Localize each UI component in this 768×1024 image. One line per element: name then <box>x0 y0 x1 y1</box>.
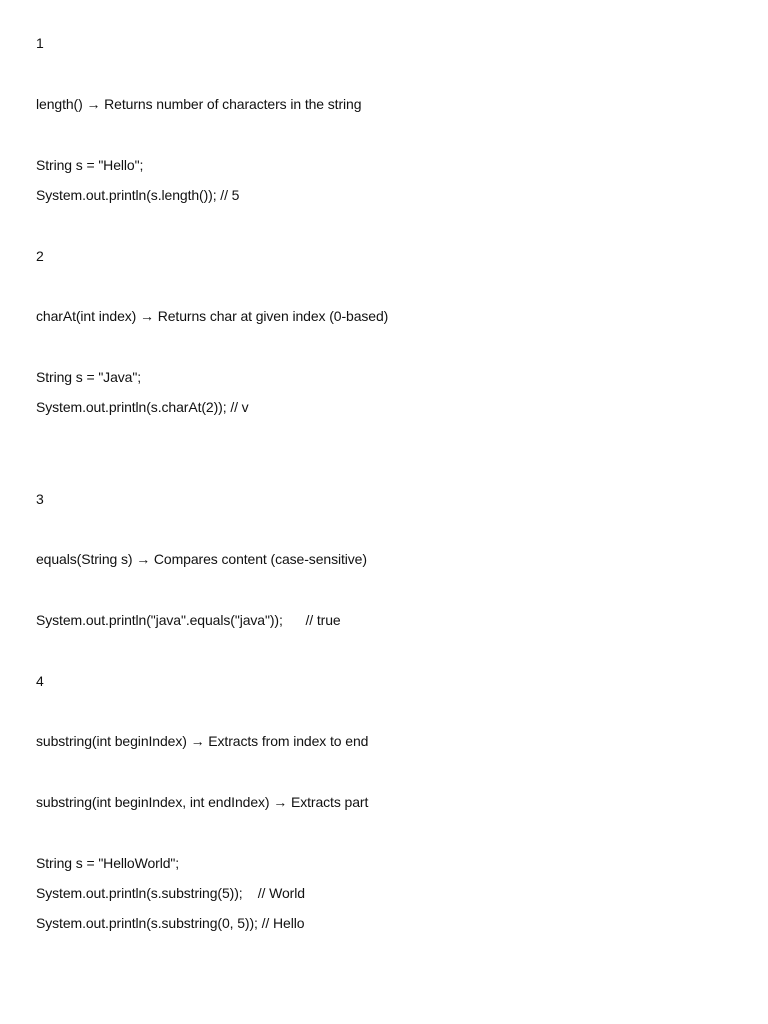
section-number: 2 <box>36 248 44 264</box>
code-line: System.out.println(s.substring(5)); // World <box>36 885 305 901</box>
section-number: 3 <box>36 491 44 507</box>
method-description: charAt(int index) → Returns char at given index (0-based) <box>36 308 389 324</box>
method-description: substring(int beginIndex) → Extracts from index to end <box>36 733 369 749</box>
method-description: length() → Returns number of characters in the string <box>36 96 362 112</box>
code-line: String s = "Hello"; <box>36 157 144 173</box>
method-description: substring(int beginIndex, int endIndex) → Extracts part <box>36 794 369 810</box>
code-line: System.out.println(s.charAt(2)); // v <box>36 399 249 415</box>
section-number: 4 <box>36 673 44 689</box>
code-line: System.out.println("java".equals("java")); // true <box>36 612 341 628</box>
code-line: System.out.println(s.length()); // 5 <box>36 187 240 203</box>
code-line: String s = "HelloWorld"; <box>36 855 180 871</box>
section-number: 1 <box>36 35 44 51</box>
method-description: equals(String s) → Compares content (case-sensitive) <box>36 551 367 567</box>
code-line: String s = "Java"; <box>36 369 142 385</box>
code-line: System.out.println(s.substring(0, 5)); // Hello <box>36 915 305 931</box>
